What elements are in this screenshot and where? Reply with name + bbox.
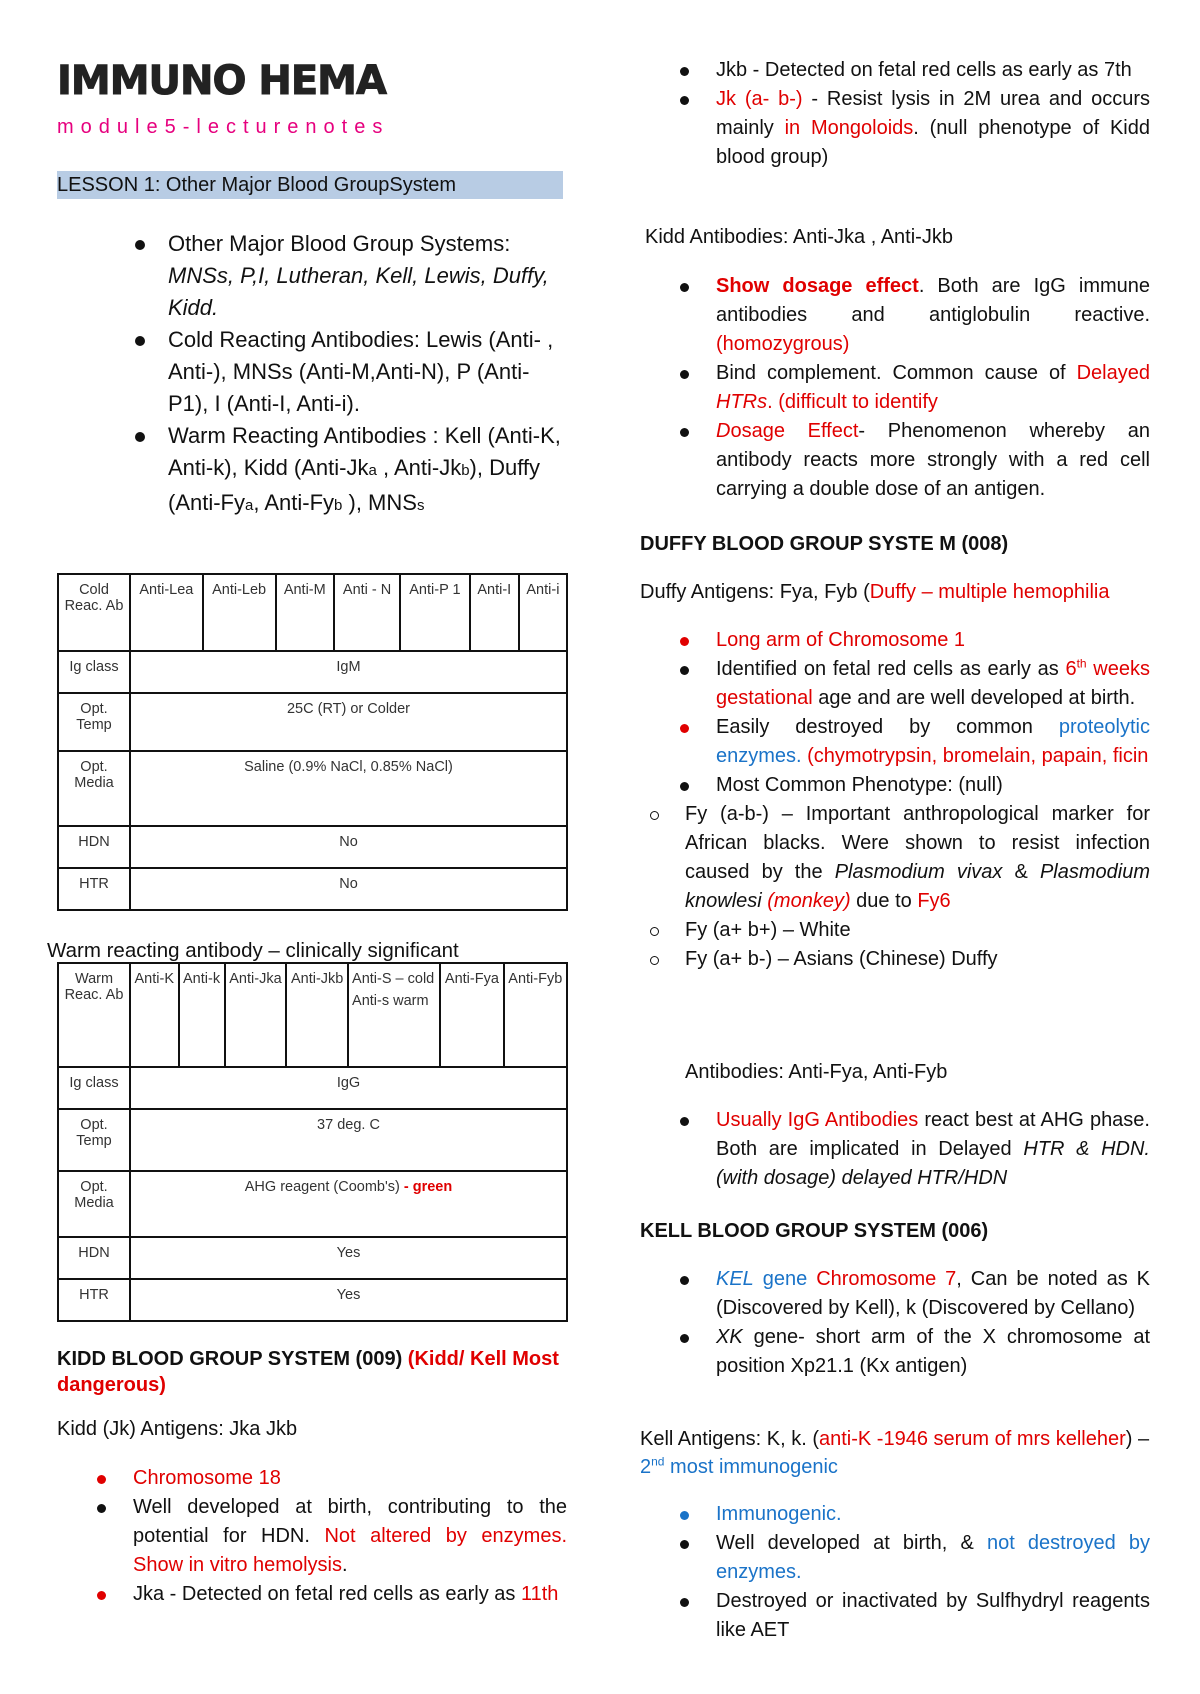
list-item: Fy (a-b-) – Important anthropological marker for African blacks. Were shown to resist infection caused by the Plasmodium vivax & Plasmodium knowlesi (monkey) due to Fy6: [640, 800, 1150, 916]
kidd-list-continued: [640, 56, 1150, 172]
document-subtitle: module5-lecturenotes: [57, 116, 390, 138]
list-item: Immunogenic.: [640, 1500, 1150, 1529]
duffy-antibody-list: [640, 1106, 1150, 1193]
table-row: Ig class IgG: [58, 1067, 567, 1109]
document-title: IMMUNO HEMA: [57, 58, 386, 104]
kidd-list: [57, 1464, 567, 1609]
duffy-heading: DUFFY BLOOD GROUP SYSTE M (008): [640, 533, 1009, 555]
table-header: Warm Reac. Ab: [58, 963, 130, 1067]
list-item: Jka - Detected on fetal red cells as early as 11th: [57, 1580, 567, 1609]
kidd-heading: KIDD BLOOD GROUP SYSTEM (009) (Kidd/ Kell Most dangerous): [57, 1348, 559, 1396]
intro-bullets: [57, 228, 567, 522]
list-item: Cold Reacting Antibodies: Lewis (Anti- , Anti-), MNSs (Anti-M,Anti-N), P (Anti-P1), I (Anti-I, Anti-i).: [57, 324, 567, 420]
lesson-banner: LESSON 1: Other Major Blood GroupSystem: [57, 171, 563, 199]
table-header: Anti-Fya: [440, 963, 503, 1067]
table-row: HDN No: [58, 826, 567, 868]
list-item: Usually IgG Antibodies react best at AHG phase. Both are implicated in Delayed HTR & HDN. (with dosage) delayed HTR/HDN: [640, 1106, 1150, 1193]
list-item: Identified on fetal red cells as early as 6th weeks gestational age and are well developed at birth.: [640, 655, 1150, 713]
list-item: Jkb - Detected on fetal red cells as early as 7th: [640, 56, 1150, 85]
kell-heading: KELL BLOOD GROUP SYSTEM (006): [640, 1220, 989, 1242]
list-item: Dosage Effect- Phenomenon whereby an antibody reacts more strongly with a red cell carrying a double dose of an antigen.: [640, 417, 1150, 504]
table-row: Opt. Temp 25C (RT) or Colder: [58, 693, 567, 751]
list-item: Warm Reacting Antibodies : Kell (Anti-K, Anti-k), Kidd (Anti-Jka , Anti-Jkb), Duffy (Anti-Fya, Anti-Fyb ), MNSs: [57, 420, 567, 522]
table-row: Opt. Media AHG reagent (Coomb's) - green: [58, 1171, 567, 1237]
cold-antibody-table: [57, 573, 568, 911]
warm-caption: Warm reacting antibody – clinically significant: [47, 939, 459, 962]
table-row: HTR Yes: [58, 1279, 567, 1321]
list-item: KEL gene Chromosome 7, Can be noted as K (Discovered by Kell), k (Discovered by Cellano): [640, 1265, 1150, 1323]
table-row: Opt. Temp 37 deg. C: [58, 1109, 567, 1171]
table-row: HTR No: [58, 868, 567, 910]
list-item: Fy (a+ b+) – White: [640, 916, 1150, 945]
table-row: Ig class IgM: [58, 651, 567, 693]
warm-antibody-table: [57, 962, 568, 1322]
list-item: Chromosome 18: [57, 1464, 567, 1493]
list-item: Long arm of Chromosome 1: [640, 626, 1150, 655]
list-item: XK gene- short arm of the X chromosome at position Xp21.1 (Kx antigen): [640, 1323, 1150, 1381]
list-item: Most Common Phenotype: (null): [640, 771, 1150, 800]
table-header: Anti-Leb: [203, 574, 276, 651]
kell-list: [640, 1265, 1150, 1381]
kell-antigens: Kell Antigens: K, k. (anti-K -1946 serum of mrs kelleher) – 2nd most immunogenic: [640, 1428, 1150, 1478]
table-header: Anti-Jkb: [286, 963, 348, 1067]
list-item: Destroyed or inactivated by Sulfhydryl reagents like AET: [640, 1587, 1150, 1645]
duffy-list: [640, 626, 1150, 974]
kidd-antibodies: Kidd Antibodies: Anti-Jka , Anti-Jkb: [645, 226, 953, 248]
kidd-antibody-list: [640, 272, 1150, 504]
list-item: Easily destroyed by common proteolytic enzymes. (chymotrypsin, bromelain, papain, ficin: [640, 713, 1150, 771]
table-header: Anti-Lea: [130, 574, 203, 651]
table-header: Anti-S – cold Anti-s warm: [348, 963, 440, 1067]
table-header: Anti-Fyb: [504, 963, 567, 1067]
table-header: Anti-K: [130, 963, 179, 1067]
list-item: Well developed at birth, contributing to the potential for HDN. Not altered by enzymes. Show in vitro hemolysis.: [57, 1493, 567, 1580]
table-header: Anti-I: [470, 574, 519, 651]
table-row: HDN Yes: [58, 1237, 567, 1279]
list-item: Bind complement. Common cause of Delayed HTRs. (difficult to identify: [640, 359, 1150, 417]
table-header: Anti-M: [276, 574, 335, 651]
table-header: Anti-P 1: [400, 574, 470, 651]
list-item: Other Major Blood Group Systems: MNSs, P,I, Lutheran, Kell, Lewis, Duffy, Kidd.: [57, 228, 567, 324]
duffy-antibodies: Antibodies: Anti-Fya, Anti-Fyb: [685, 1061, 948, 1083]
list-item: Fy (a+ b-) – Asians (Chinese) Duffy: [640, 945, 1150, 974]
list-item: Well developed at birth, & not destroyed by enzymes.: [640, 1529, 1150, 1587]
table-header: Anti-k: [179, 963, 225, 1067]
kidd-antigens: Kidd (Jk) Antigens: Jka Jkb: [57, 1418, 298, 1440]
table-header: Cold Reac. Ab: [58, 574, 130, 651]
list-item: Jk (a- b-) - Resist lysis in 2M urea and occurs mainly in Mongoloids. (null phenotype of Kidd blood group): [640, 85, 1150, 172]
duffy-antigens: Duffy Antigens: Fya, Fyb (Duffy – multiple hemophilia: [640, 581, 1110, 603]
table-header: Anti-Jka: [225, 963, 287, 1067]
table-header: Anti-i: [519, 574, 567, 651]
table-header: Anti - N: [334, 574, 400, 651]
table-row: Opt. Media Saline (0.9% NaCl, 0.85% NaCl): [58, 751, 567, 826]
list-item: Show dosage effect. Both are IgG immune antibodies and antiglobulin reactive. (homozygrous): [640, 272, 1150, 359]
kell-antigen-list: [640, 1500, 1150, 1645]
